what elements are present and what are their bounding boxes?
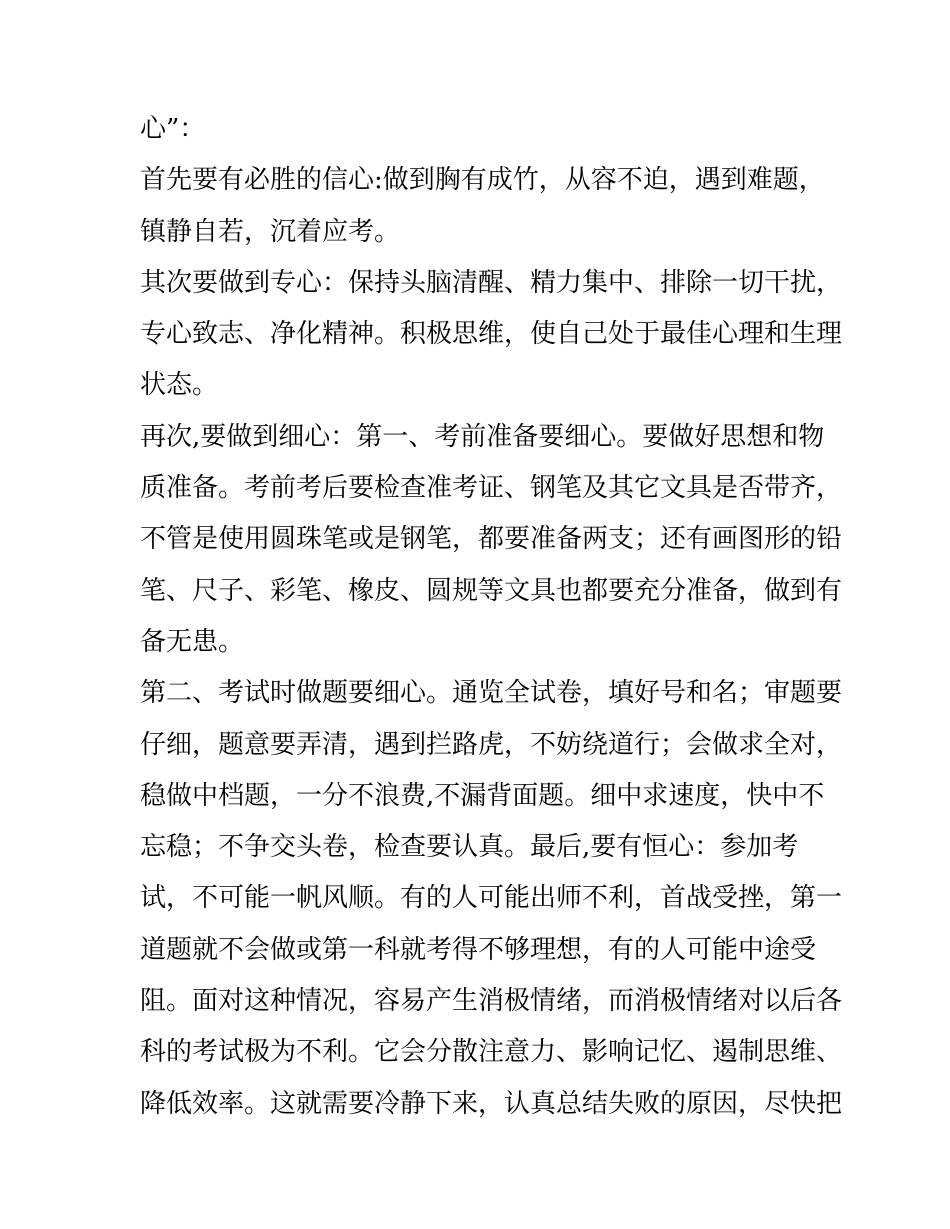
text-line: 忘稳；不争交头卷，检查要认真。最后,要有恒心：参加考 — [140, 832, 799, 863]
text-line: 备无患。 — [140, 626, 245, 657]
text-line: 稳做中档题，一分不浪费,不漏背面题。细中求速度，快中不 — [140, 780, 825, 811]
text-line: 再次,要做到细心：第一、考前准备要细心。要做好思想和物 — [140, 421, 825, 452]
text-line: 降低效率。这就需要冷静下来，认真总结失败的原因，尽快把 — [140, 1088, 843, 1119]
text-line: 质准备。考前考后要检查准考证、钢笔及其它文具是否带齐， — [140, 473, 843, 504]
text-line: 心”： — [140, 114, 206, 144]
text-line: 其次要做到专心：保持头脑清醒、精力集中、排除一切干扰， — [140, 267, 843, 298]
text-line: 道题就不会做或第一科就考得不够理想，有的人可能中途受 — [140, 934, 817, 965]
text-line: 第二、考试时做题要细心。通览全试卷，填好号和名；审题要 — [140, 678, 843, 709]
text-line: 首先要有必胜的信心:做到胸有成竹，从容不迫，遇到难题， — [140, 165, 825, 196]
text-line: 仔细，题意要弄清，遇到拦路虎，不妨绕道行；会做求全对， — [140, 729, 843, 760]
text-line: 阻。面对这种情况，容易产生消极情绪，而消极情绪对以后各 — [140, 986, 843, 1017]
text-line: 科的考试极为不利。它会分散注意力、影响记忆、遏制思维、 — [140, 1037, 843, 1068]
text-line: 镇静自若，沉着应考。 — [140, 216, 401, 247]
text-line: 不管是使用圆珠笔或是钢笔，都要准备两支；还有画图形的铅 — [140, 524, 843, 555]
text-line: 笔、尺子、彩笔、橡皮、圆规等文具也都要充分准备，做到有 — [140, 575, 843, 606]
body-text — [140, 104, 843, 1130]
text-line: 状态。 — [140, 370, 219, 401]
text-line: 专心致志、净化精神。积极思维，使自己处于最佳心理和生理 — [140, 319, 843, 350]
text-line: 试，不可能一帆风顺。有的人可能出师不利，首战受挫，第一 — [140, 883, 843, 914]
